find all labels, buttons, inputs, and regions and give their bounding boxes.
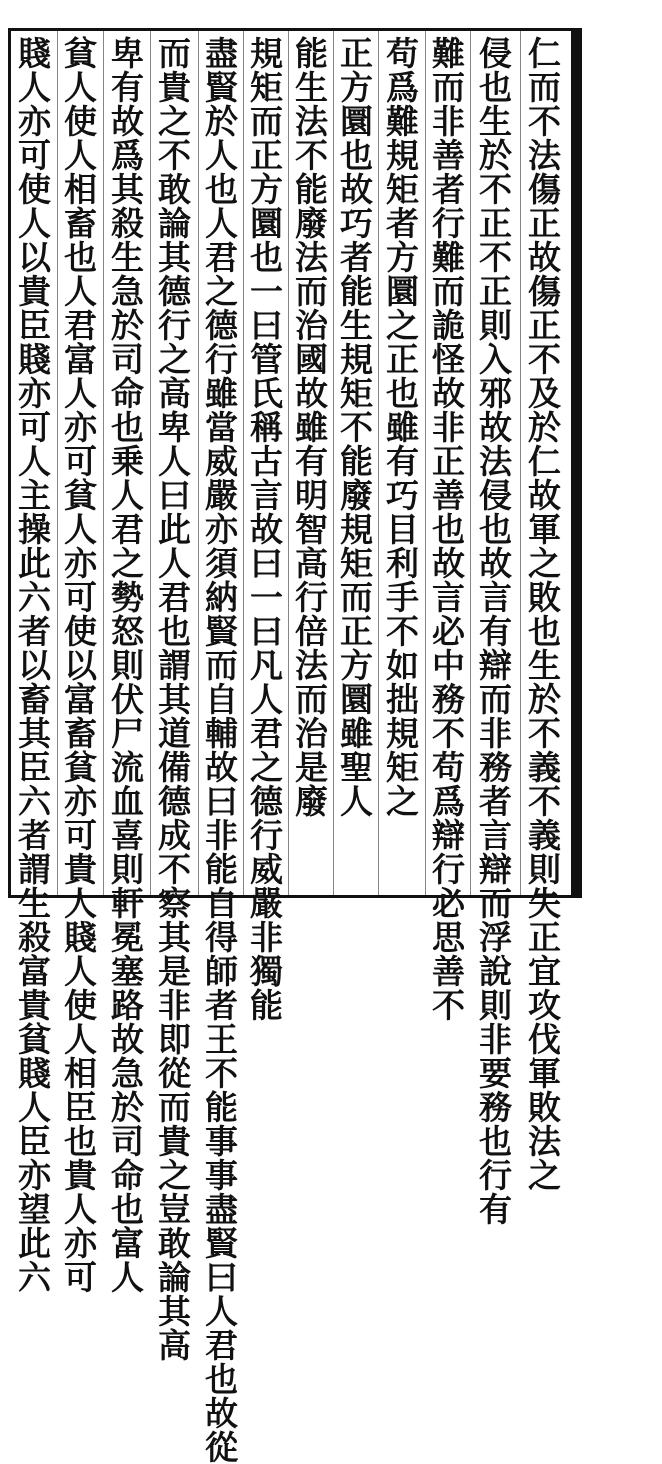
text-column-12: 賤人亦可使人以貴臣賤亦可人主操此六者以畜其臣六者謂生殺富貴貧賤人臣亦望此六 xyxy=(13,36,52,1294)
text-column-10: 卑有故爲其殺生急於司命也乗人君之勢怒則伏尸流血喜則軒冕塞路故急於司命也富人 xyxy=(106,36,145,1294)
text-column-3: 難而非善者行難而詭怪故非正善也故言必中務不苟爲辯行必思善不 xyxy=(427,36,466,1022)
text-column-9: 而貴之不敢論其德行之高卑人曰此人君也謂其道備德成不察其是非即從而貴之豈敢論其高 xyxy=(153,36,192,1362)
text-column-7: 規矩而正方圜也一曰管氏稱古言故曰一曰凡人君之德行威嚴非獨能 xyxy=(245,36,284,1022)
text-column-6: 能生法不能廢法而治國故雖有明智高行倍法而治是廢 xyxy=(290,36,329,818)
text-column-1: 仁而不法傷正故傷正不及於仁故軍之敗也生於不義不義則失正宜攻伐軍敗法之 xyxy=(523,36,562,1192)
column-rule xyxy=(103,31,104,895)
page-border-bar xyxy=(574,28,582,898)
text-column-11: 貧人使人相畜也人君富人亦可貧人亦可使以富畜貧亦可貴人賤人使人相臣也貴人亦可 xyxy=(59,36,98,1294)
column-rule xyxy=(243,31,244,895)
column-rule xyxy=(198,31,199,895)
column-rule xyxy=(378,31,379,895)
column-rule xyxy=(520,31,521,895)
text-column-4: 苟爲難規矩者方圜之正也雖有巧目利手不如拙規矩之 xyxy=(381,36,420,818)
column-rule xyxy=(333,31,334,895)
column-rule xyxy=(150,31,151,895)
column-rule xyxy=(288,31,289,895)
column-rule xyxy=(57,31,58,895)
column-rule xyxy=(470,31,471,895)
text-column-2: 侵也生於不正不正則入邪故法侵也故言有辯而非務者言辯而浮說則非要務也行有 xyxy=(474,36,513,1226)
text-column-5: 正方圜也故巧者能生規矩不能廢規矩而正方圜雖聖人 xyxy=(335,36,374,818)
text-column-8: 盡賢於人也人君之德行雖當威嚴亦須納賢而自輔故曰非能自得師者王不能事事盡賢曰人君也故從 xyxy=(200,36,239,1464)
column-rule xyxy=(425,31,426,895)
